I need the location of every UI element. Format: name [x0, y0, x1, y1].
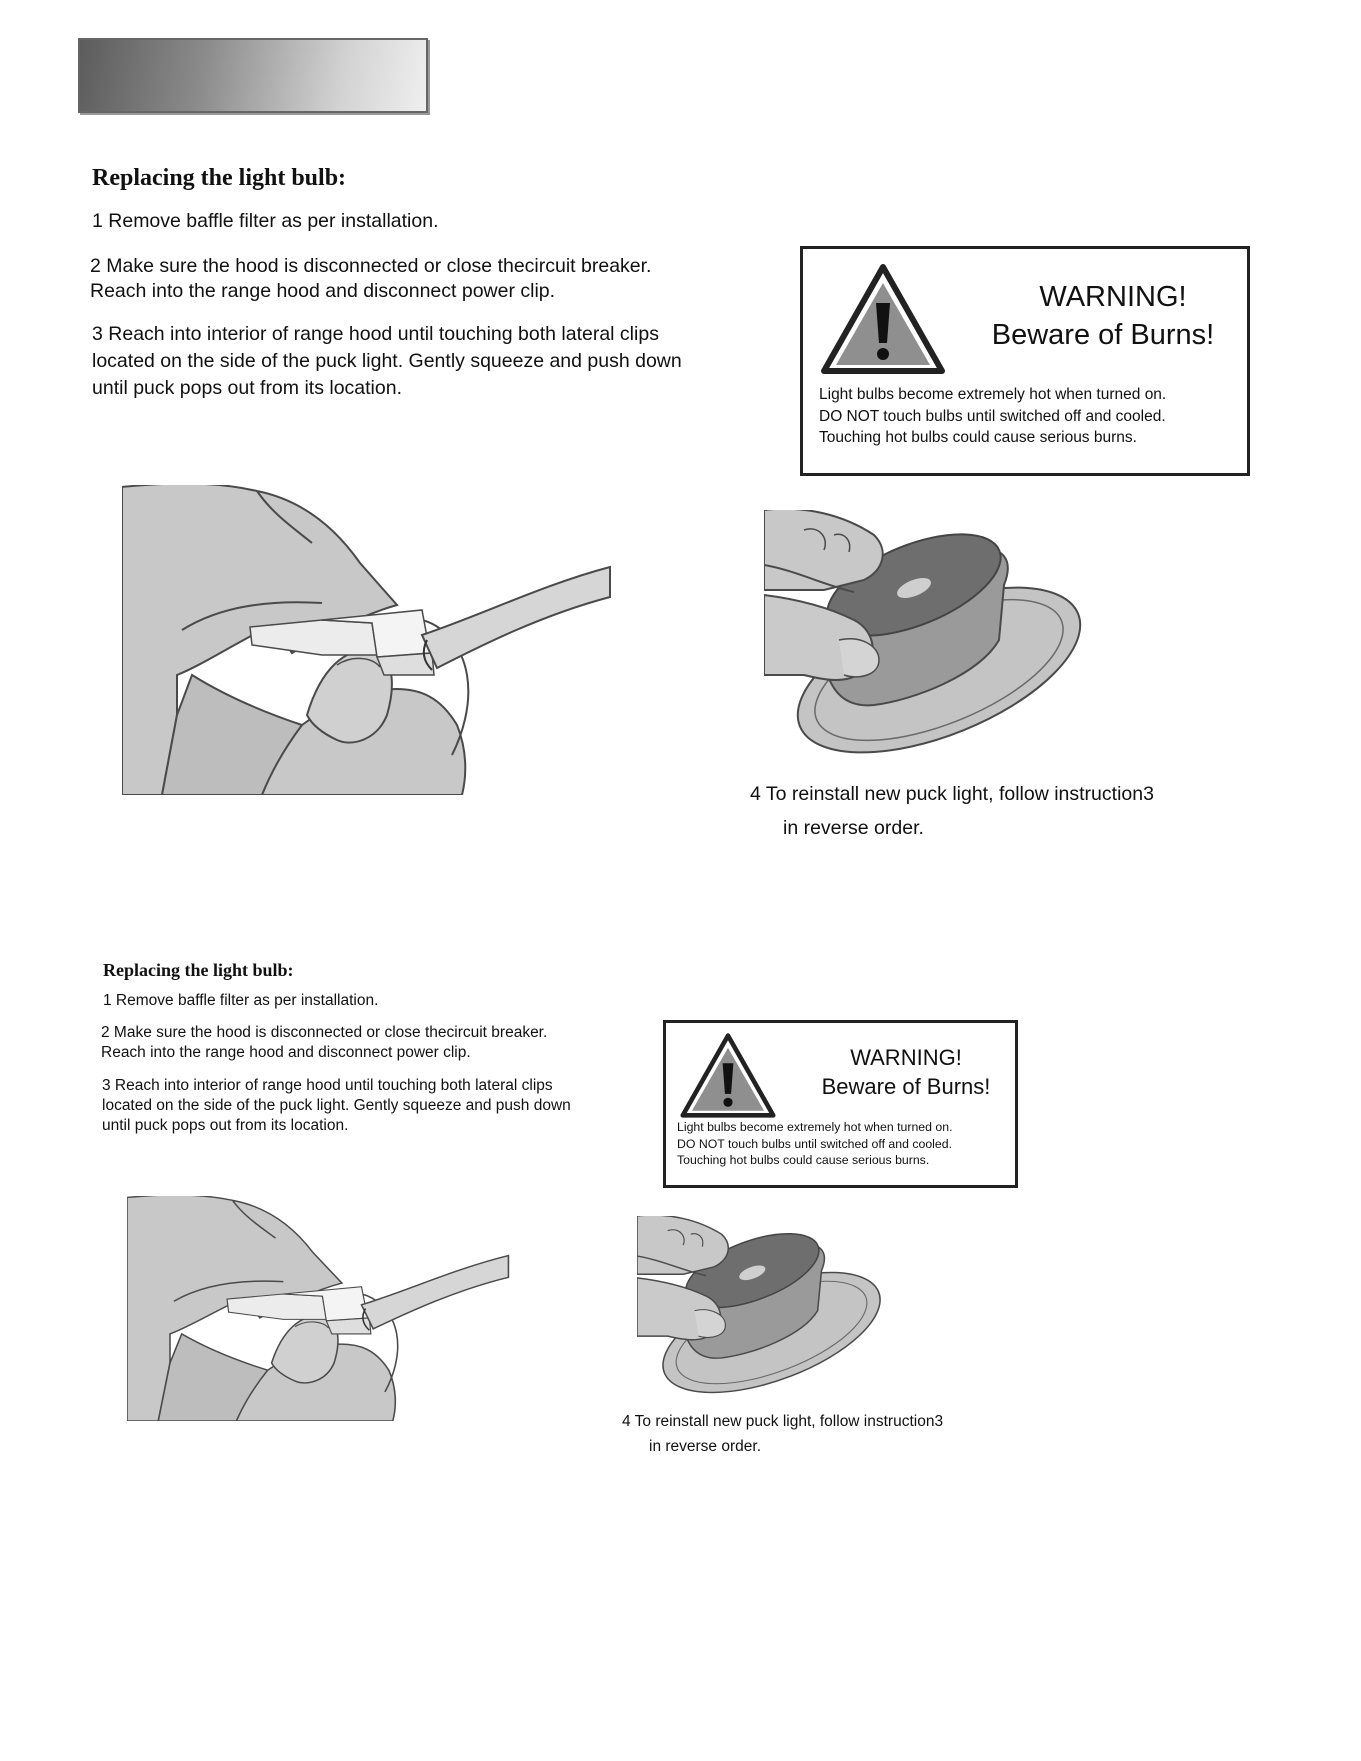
section-heading: Replacing the light bulb: [103, 960, 294, 980]
step-3-line-3: until puck pops out from its location. [102, 1117, 349, 1134]
warning-line-1: Light bulbs become extremely hot when turned on. [819, 386, 1167, 403]
step-4-line-1: 4 To reinstall new puck light, follow instruction3 [750, 783, 1154, 805]
warning-box [800, 246, 1250, 476]
step-1: 1 Remove baffle filter as per installation. [92, 210, 439, 232]
header-banner [78, 38, 428, 113]
warning-line-3: Touching hot bulbs could cause serious burns. [819, 429, 1137, 446]
step-4-line-2: in reverse order. [649, 1438, 761, 1455]
warning-triangle-icon [818, 261, 948, 381]
step-2-line-1: 2 Make sure the hood is disconnected or close thecircuit breaker. [90, 255, 652, 277]
step-4-line-2: in reverse order. [783, 817, 924, 839]
step-3-line-3: until puck pops out from its location. [92, 377, 402, 399]
warning-title: WARNING! [850, 1045, 962, 1070]
warning-line-1: Light bulbs become extremely hot when turned on. [677, 1120, 953, 1134]
warning-text [819, 384, 1166, 449]
warning-line-3: Touching hot bulbs could cause serious burns. [677, 1153, 930, 1167]
step-2-line-1: 2 Make sure the hood is disconnected or close thecircuit breaker. [101, 1024, 548, 1041]
step-3-line-1: 3 Reach into interior of range hood until touching both lateral clips [92, 323, 659, 345]
section-heading: Replacing the light bulb: [92, 165, 347, 191]
warning-title: WARNING! [1039, 281, 1187, 313]
step-3-line-2: located on the side of the puck light. Gently squeeze and push down [92, 350, 682, 372]
warning-line-2: DO NOT touch bulbs until switched off and cooled. [819, 407, 1166, 425]
clip-disconnect-illustration [127, 1196, 510, 1421]
clip-disconnect-illustration [122, 485, 612, 795]
warning-subtitle: Beware of Burns! [821, 1074, 991, 1099]
step-1: 1 Remove baffle filter as per installation. [103, 992, 379, 1009]
puck-removal-illustration [764, 510, 1084, 760]
step-3-line-1: 3 Reach into interior of range hood until touching both lateral clips [102, 1077, 553, 1094]
warning-line-2: DO NOT touch bulbs until switched off and cooled. [677, 1136, 953, 1151]
puck-removal-illustration [637, 1216, 883, 1398]
step-4-line-1: 4 To reinstall new puck light, follow instruction3 [622, 1413, 944, 1430]
warning-triangle-icon [678, 1031, 778, 1123]
step-2-line-2: Reach into the range hood and disconnect power clip. [90, 280, 556, 302]
warning-text [677, 1119, 952, 1169]
step-3-line-2: located on the side of the puck light. Gently squeeze and push down [102, 1097, 571, 1114]
step-2-line-2: Reach into the range hood and disconnect power clip. [101, 1044, 471, 1061]
warning-box [663, 1020, 1018, 1188]
warning-subtitle: Beware of Burns! [991, 319, 1215, 351]
